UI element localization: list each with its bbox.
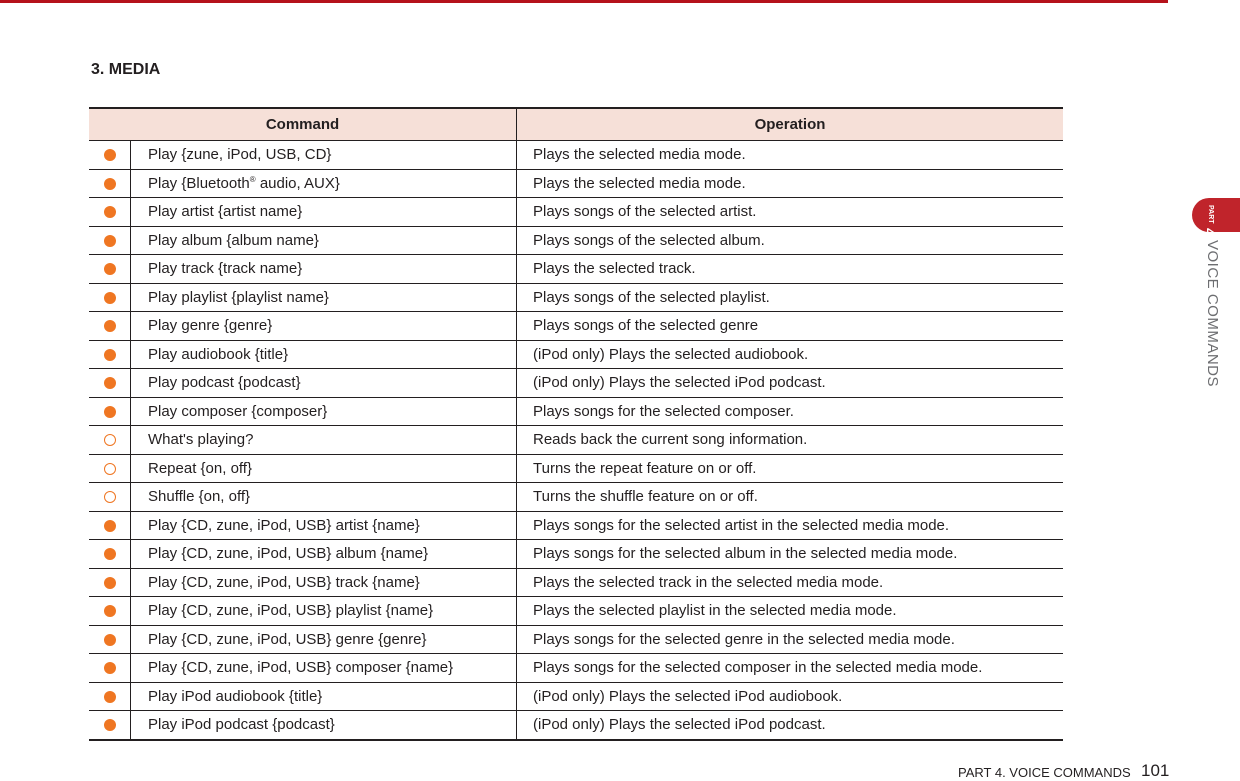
operation-cell: (iPod only) Plays the selected iPod podcast. [517, 369, 1064, 398]
filled-circle-icon [104, 349, 116, 361]
table-row [89, 283, 1063, 312]
filled-circle-icon [104, 605, 116, 617]
filled-circle-icon [104, 377, 116, 389]
operation-cell: (iPod only) Plays the selected iPod podcast. [517, 711, 1064, 740]
table-row [89, 711, 1063, 740]
footer-label: PART 4. VOICE COMMANDS [958, 765, 1131, 780]
operation-cell: Plays songs of the selected album. [517, 226, 1064, 255]
command-cell: Play {CD, zune, iPod, USB} genre {genre} [131, 625, 517, 654]
row-marker-cell [89, 169, 131, 198]
row-marker-cell [89, 654, 131, 683]
operation-cell: Plays songs for the selected genre in the selected media mode. [517, 625, 1064, 654]
table-row [89, 597, 1063, 626]
filled-circle-icon [104, 691, 116, 703]
table-row [89, 141, 1063, 170]
row-marker-cell [89, 283, 131, 312]
table-row [89, 340, 1063, 369]
row-marker-cell [89, 568, 131, 597]
filled-circle-icon [104, 662, 116, 674]
command-cell: Repeat {on, off} [131, 454, 517, 483]
filled-circle-icon [104, 577, 116, 589]
operation-cell: Plays the selected track. [517, 255, 1064, 284]
command-cell: Shuffle {on, off} [131, 483, 517, 512]
table-row [89, 226, 1063, 255]
operation-cell: Plays songs of the selected genre [517, 312, 1064, 341]
operation-cell: Reads back the current song information. [517, 426, 1064, 455]
command-cell: Play podcast {podcast} [131, 369, 517, 398]
operation-cell: (iPod only) Plays the selected audiobook. [517, 340, 1064, 369]
row-marker-cell [89, 397, 131, 426]
filled-circle-icon [104, 149, 116, 161]
row-marker-cell [89, 625, 131, 654]
operation-cell: Plays songs of the selected playlist. [517, 283, 1064, 312]
media-commands-table [89, 107, 1063, 741]
table-row [89, 255, 1063, 284]
row-marker-cell [89, 369, 131, 398]
table-row [89, 312, 1063, 341]
table-row [89, 483, 1063, 512]
part-label: PART [1207, 205, 1214, 224]
operation-column-header: Operation [517, 108, 1064, 141]
filled-circle-icon [104, 719, 116, 731]
table-body [89, 141, 1063, 740]
row-marker-cell [89, 682, 131, 711]
page-number: 101 [1141, 761, 1170, 780]
filled-circle-icon [104, 320, 116, 332]
table-row [89, 426, 1063, 455]
table-row [89, 397, 1063, 426]
operation-cell: Plays songs for the selected artist in the selected media mode. [517, 511, 1064, 540]
filled-circle-icon [104, 206, 116, 218]
table-row [89, 369, 1063, 398]
table-row [89, 625, 1063, 654]
table-row [89, 568, 1063, 597]
command-cell: Play {CD, zune, iPod, USB} track {name} [131, 568, 517, 597]
table-header-row [89, 108, 1063, 141]
operation-cell: Plays the selected playlist in the selected media mode. [517, 597, 1064, 626]
operation-cell: Plays the selected track in the selected media mode. [517, 568, 1064, 597]
row-marker-cell [89, 483, 131, 512]
hollow-circle-icon [104, 463, 116, 475]
command-cell: Play track {track name} [131, 255, 517, 284]
row-marker-cell [89, 226, 131, 255]
filled-circle-icon [104, 263, 116, 275]
command-cell: Play audiobook {title} [131, 340, 517, 369]
row-marker-cell [89, 711, 131, 740]
filled-circle-icon [104, 235, 116, 247]
command-cell: What's playing? [131, 426, 517, 455]
command-cell: Play artist {artist name} [131, 198, 517, 227]
command-cell: Play iPod podcast {podcast} [131, 711, 517, 740]
hollow-circle-icon [104, 491, 116, 503]
part-number: 4 [1202, 228, 1218, 236]
hollow-circle-icon [104, 434, 116, 446]
command-cell: Play composer {composer} [131, 397, 517, 426]
filled-circle-icon [104, 548, 116, 560]
part-tab-label [1199, 205, 1219, 236]
top-rule [0, 0, 1168, 3]
filled-circle-icon [104, 406, 116, 418]
command-column-header: Command [89, 108, 517, 141]
table-row [89, 198, 1063, 227]
filled-circle-icon [104, 634, 116, 646]
command-cell: Play {CD, zune, iPod, USB} composer {name} [131, 654, 517, 683]
command-cell: Play {Bluetooth® audio, AUX} [131, 169, 517, 198]
command-cell: Play iPod audiobook {title} [131, 682, 517, 711]
row-marker-cell [89, 511, 131, 540]
operation-cell: Plays songs for the selected composer in the selected media mode. [517, 654, 1064, 683]
filled-circle-icon [104, 292, 116, 304]
row-marker-cell [89, 540, 131, 569]
row-marker-cell [89, 255, 131, 284]
row-marker-cell [89, 312, 131, 341]
row-marker-cell [89, 454, 131, 483]
command-cell: Play {CD, zune, iPod, USB} playlist {name} [131, 597, 517, 626]
table-row [89, 169, 1063, 198]
table-row [89, 511, 1063, 540]
row-marker-cell [89, 198, 131, 227]
table-row [89, 454, 1063, 483]
side-section-label: VOICE COMMANDS [1204, 240, 1221, 388]
table-row [89, 540, 1063, 569]
operation-cell: (iPod only) Plays the selected iPod audiobook. [517, 682, 1064, 711]
operation-cell: Plays songs of the selected artist. [517, 198, 1064, 227]
command-cell: Play {zune, iPod, USB, CD} [131, 141, 517, 170]
filled-circle-icon [104, 520, 116, 532]
command-cell: Play genre {genre} [131, 312, 517, 341]
row-marker-cell [89, 597, 131, 626]
operation-cell: Turns the shuffle feature on or off. [517, 483, 1064, 512]
command-cell: Play album {album name} [131, 226, 517, 255]
row-marker-cell [89, 141, 131, 170]
command-cell: Play {CD, zune, iPod, USB} album {name} [131, 540, 517, 569]
filled-circle-icon [104, 178, 116, 190]
command-cell: Play playlist {playlist name} [131, 283, 517, 312]
operation-cell: Plays the selected media mode. [517, 169, 1064, 198]
table-row [89, 654, 1063, 683]
table-row [89, 682, 1063, 711]
operation-cell: Plays songs for the selected album in the selected media mode. [517, 540, 1064, 569]
operation-cell: Turns the repeat feature on or off. [517, 454, 1064, 483]
row-marker-cell [89, 426, 131, 455]
row-marker-cell [89, 340, 131, 369]
section-title: 3. MEDIA [91, 61, 161, 78]
operation-cell: Plays the selected media mode. [517, 141, 1064, 170]
operation-cell: Plays songs for the selected composer. [517, 397, 1064, 426]
command-cell: Play {CD, zune, iPod, USB} artist {name} [131, 511, 517, 540]
